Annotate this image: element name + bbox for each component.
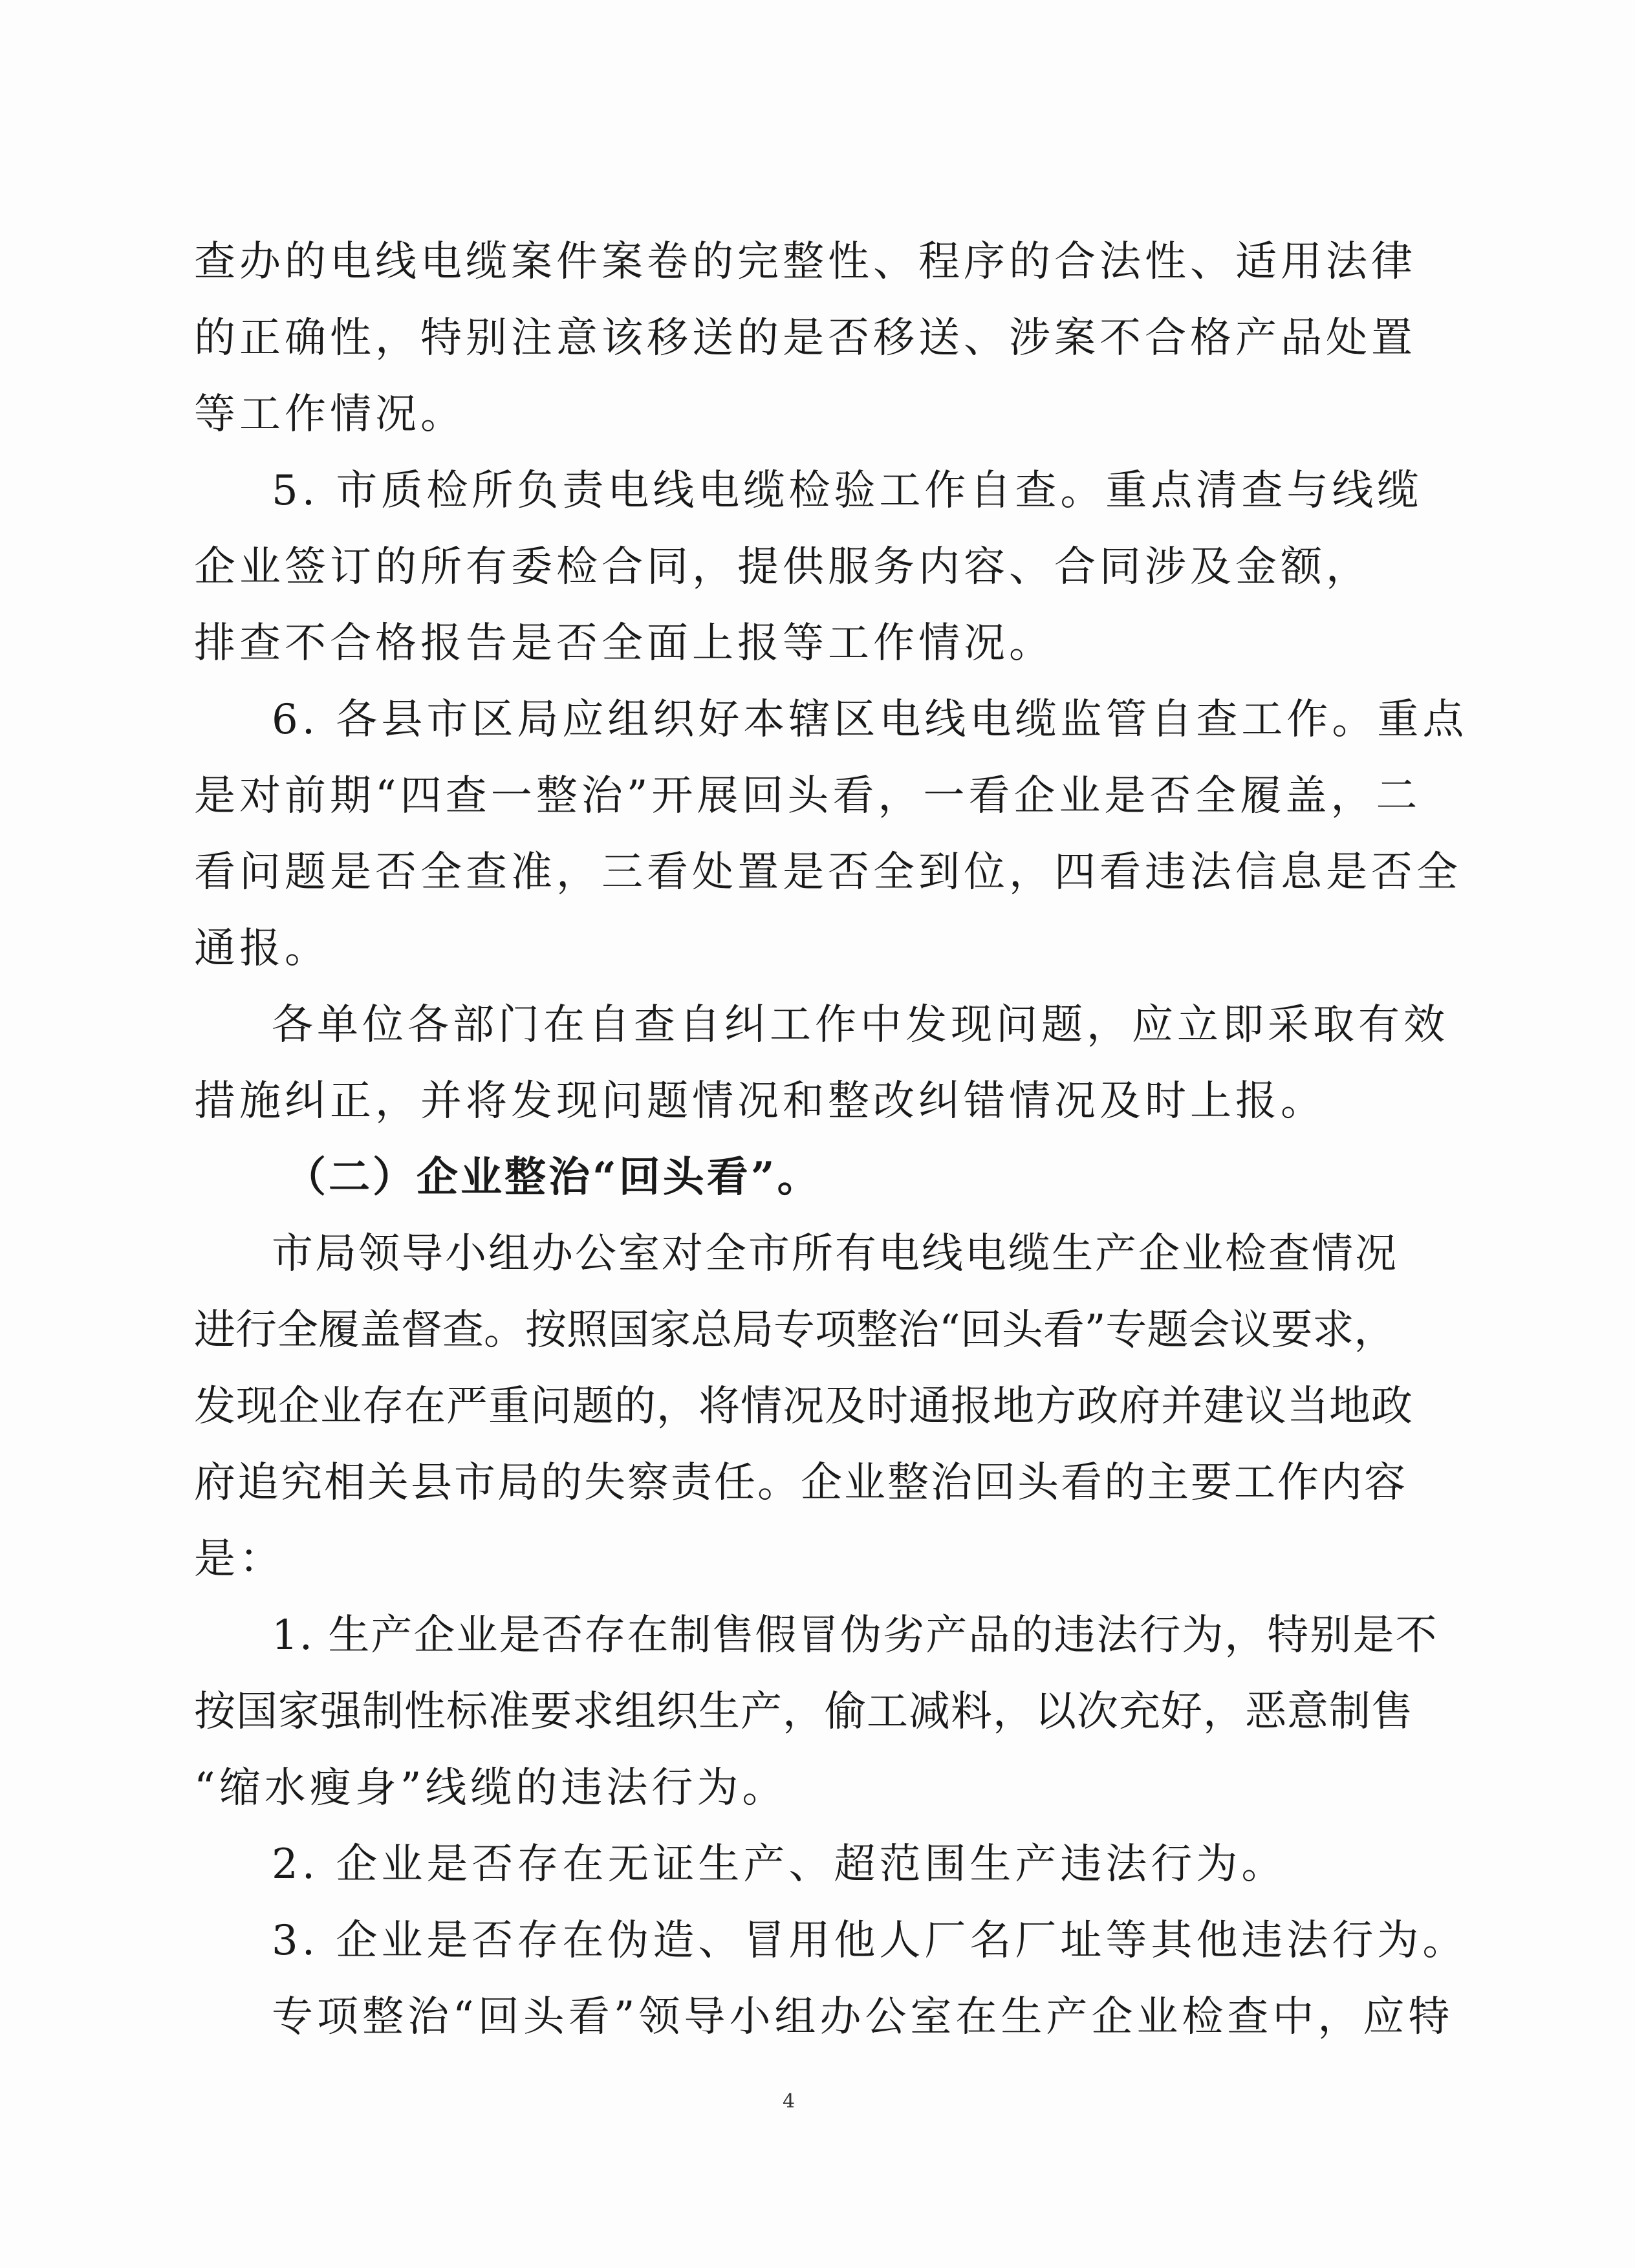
text-line: 的正确性，特别注意该移送的是否移送、涉案不合格产品处置 bbox=[194, 314, 1416, 362]
text-line: 发现企业存在严重问题的，将情况及时通报地方政府并建议当地政 bbox=[194, 1383, 1413, 1431]
text-line: 2. 企业是否存在无证生产、超范围生产违法行为。 bbox=[272, 1841, 1287, 1888]
text-line: 1. 生产企业是否存在制售假冒伪劣产品的违法行为，特别是不 bbox=[272, 1612, 1438, 1659]
text-line: 各单位各部门在自查自纠工作中发现问题，应立即采取有效 bbox=[272, 1001, 1449, 1049]
text-line: 进行全履盖督查。按照国家总局专项整治“回头看”专题会议要求， bbox=[194, 1306, 1396, 1354]
text-line: 通报。 bbox=[194, 925, 330, 973]
text-line: 企业签订的所有委检合同，提供服务内容、合同涉及金额， bbox=[194, 543, 1371, 591]
text-line: 等工作情况。 bbox=[194, 391, 466, 438]
text-line: “缩水瘦身”线缆的违法行为。 bbox=[194, 1764, 788, 1812]
text-line: 措施纠正，并将发现问题情况和整改纠错情况及时上报。 bbox=[194, 1077, 1326, 1125]
text-line: 排查不合格报告是否全面上报等工作情况。 bbox=[194, 620, 1054, 667]
text-line: 看问题是否全查准，三看处置是否全到位，四看违法信息是否全 bbox=[194, 848, 1462, 896]
text-line: 按国家强制性标准要求组织生产，偷工减料，以次充好，恶意制售 bbox=[194, 1688, 1413, 1736]
text-line: 是对前期“四查一整治”开展回头看，一看企业是否全履盖，二 bbox=[194, 772, 1422, 820]
text-line: 市局领导小组办公室对全市所有电线电缆生产企业检查情况 bbox=[272, 1230, 1398, 1278]
page-number: 4 bbox=[783, 2090, 796, 2113]
text-line: 查办的电线电缆案件案卷的完整性、程序的合法性、适用法律 bbox=[194, 238, 1416, 286]
text-line: 5. 市质检所负责电线电缆检验工作自查。重点清查与线缆 bbox=[272, 467, 1423, 515]
text-line: 3. 企业是否存在伪造、冒用他人厂名厂址等其他违法行为。 bbox=[272, 1917, 1468, 1965]
text-line: 府追究相关县市局的失察责任。企业整治回头看的主要工作内容 bbox=[194, 1459, 1407, 1507]
text-line: 专项整治“回头看”领导小组办公室在生产企业检查中，应特 bbox=[272, 1993, 1454, 2041]
text-line: 是： bbox=[194, 1535, 285, 1583]
section-heading: （二）企业整治“回头看”。 bbox=[285, 1153, 821, 1202]
text-line: 6. 各县市区局应组织好本辖区电线电缆监管自查工作。重点 bbox=[272, 696, 1468, 744]
